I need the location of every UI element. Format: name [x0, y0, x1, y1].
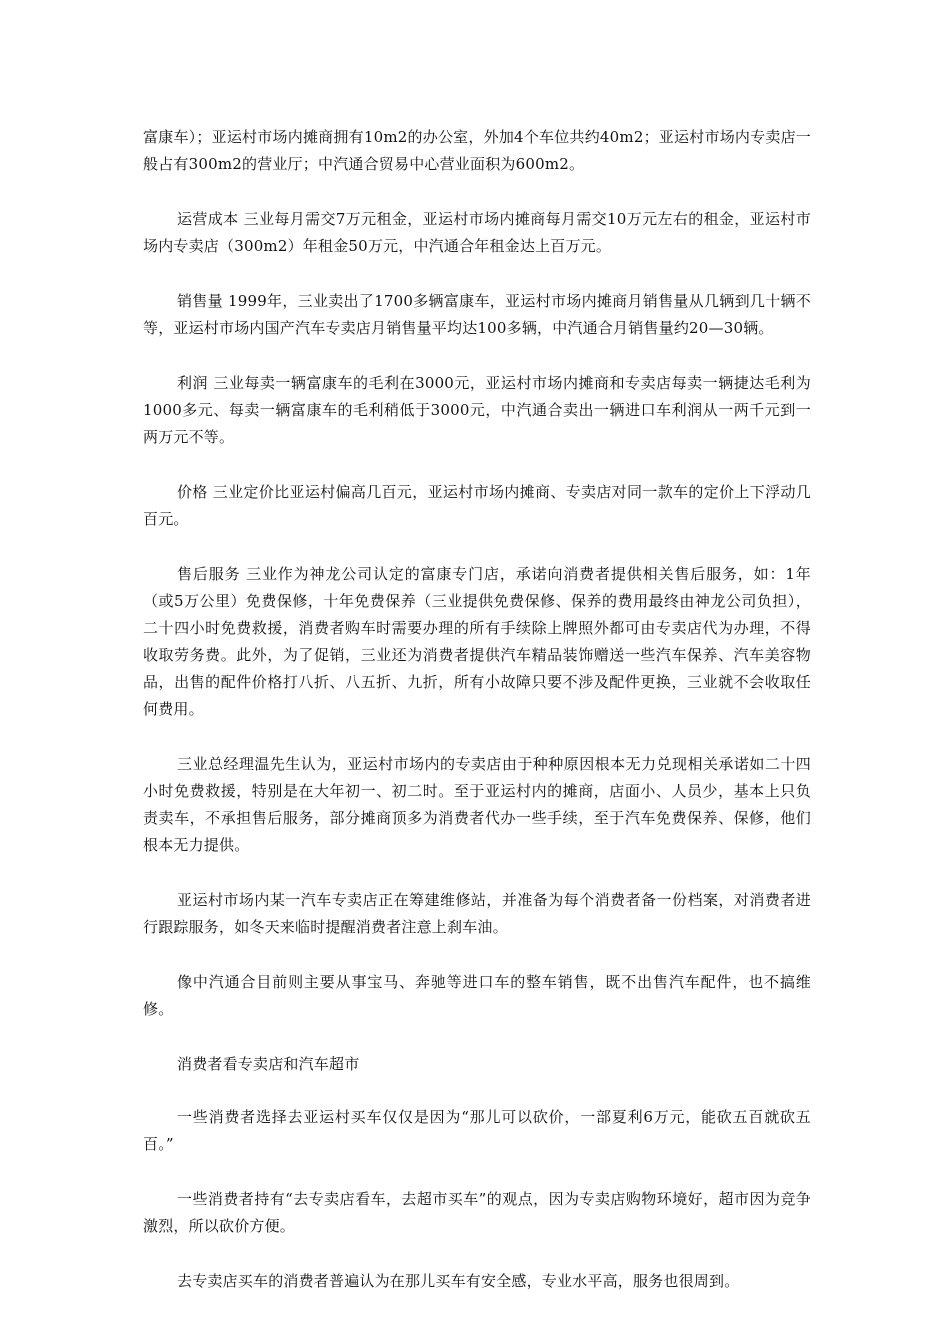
paragraph-sales-volume: 销售量 1999年，三业卖出了1700多辆富康车，亚运村市场内摊商月销售量从几辆到几十辆不等，亚运村市场内国产汽车专卖店月销售量平均达100多辆，中汽通合月销售量约20—30辆。: [143, 292, 811, 337]
paragraph-import-sales: 像中汽通合目前则主要从事宝马、奔驰等进口车的整车销售，既不出售汽车配件，也不搞维修。: [143, 973, 811, 1018]
document-page: [143, 124, 811, 1323]
paragraph-store-area: 富康车）；亚运村市场内摊商拥有10m2的办公室，外加4个车位共约40m2；亚运村市场内专卖店一般占有300m2的营业厅；中汽通合贸易中心营业面积为600m2。: [143, 128, 811, 173]
paragraph-repair-station: 亚运村市场内某一汽车专卖店正在筹建维修站，并准备为每个消费者备一份档案，对消费者进行跟踪服务，如冬天来临时提醒消费者注意上刹车油。: [143, 891, 811, 936]
paragraph-manager-opinion: 三业总经理温先生认为，亚运村市场内的专卖店由于种种原因根本无力兑现相关承诺如二十四小时免费救援，特别是在大年初一、初二时。至于亚运村内的摊商，店面小、人员少，基本上只负责卖车，不承担售后服务，部分摊商顶多为消费者代办一些手续，至于汽车免费保养、保修，他们根本无力提供。: [143, 755, 811, 854]
paragraph-consumer-view: 一些消费者持有“去专卖店看车，去超市买车”的观点，因为专卖店购物环境好，超市因为竞争激烈，所以砍价方便。: [143, 1190, 811, 1235]
section-heading: 消费者看专卖店和汽车超市: [177, 1055, 360, 1073]
paragraph-profit: 利润 三业每卖一辆富康车的毛利在3000元，亚运村市场内摊商和专卖店每卖一辆捷达毛利为1000多元、每卖一辆富康车的毛利稍低于3000元，中汽通合卖出一辆进口车利润从一两千元到一两万元不等。: [143, 374, 811, 446]
paragraph-consumer-trust: 去专卖店买车的消费者普遍认为在那儿买车有安全感，专业水平高，服务也很周到。: [177, 1272, 740, 1290]
paragraph-price: 价格 三业定价比亚运村偏高几百元，亚运村市场内摊商、专卖店对同一款车的定价上下浮动几百元。: [143, 483, 811, 528]
paragraph-after-sales: 售后服务 三业作为神龙公司认定的富康专门店，承诺向消费者提供相关售后服务，如：1年（或5万公里）免费保修，十年免费保养（三业提供免费保修、保养的费用最终由神龙公司负担），二十四小时免费救援，消费者购车时需要办理的所有手续除上牌照外都可由专卖店代为办理，不得收取劳务费。此外，为了促销，三业还为消费者提供汽车精品装饰赠送一些汽车保养、汽车美容物品，出售的配件价格打八折、八五折、九折，所有小故障只要不涉及配件更换，三业就不会收取任何费用。: [143, 565, 811, 718]
paragraph-operating-cost: 运营成本 三业每月需交7万元租金，亚运村市场内摊商每月需交10万元左右的租金，亚运村市场内专卖店（300m2）年租金50万元，中汽通合年租金达上百万元。: [143, 210, 811, 255]
paragraph-consumer-bargain: 一些消费者选择去亚运村买车仅仅是因为“那儿可以砍价，一部夏利6万元，能砍五百就砍五百。”: [143, 1108, 811, 1153]
